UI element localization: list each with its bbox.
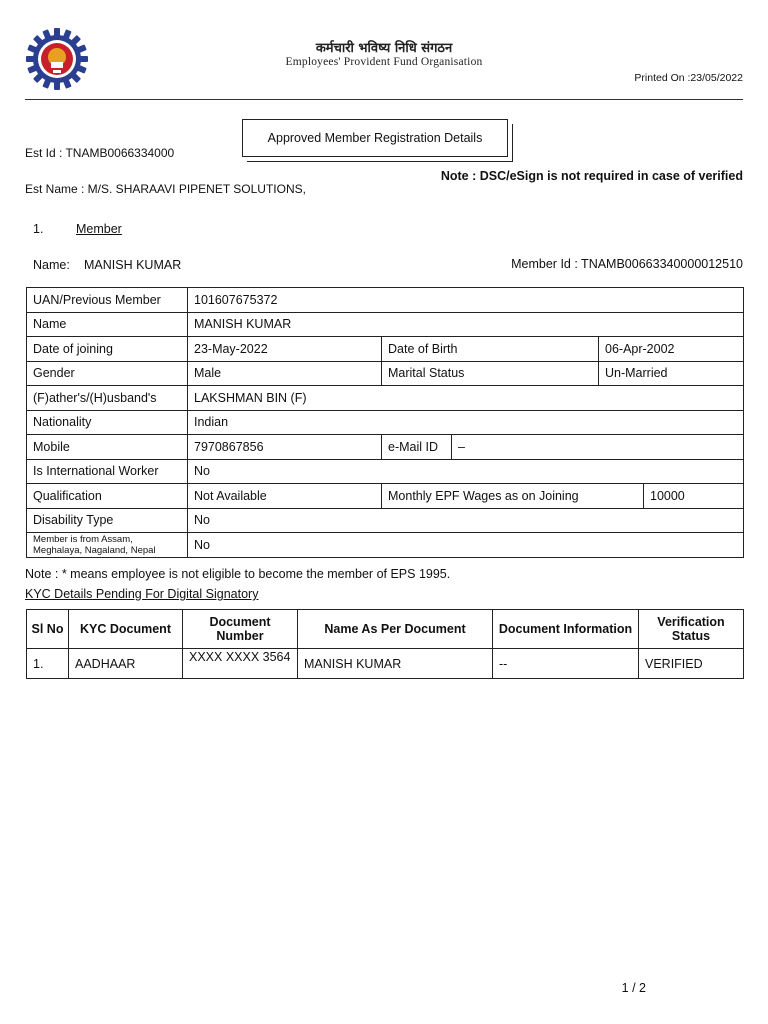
table-row bbox=[27, 312, 744, 337]
email-value: – bbox=[452, 435, 744, 460]
mobile-label: Mobile bbox=[27, 435, 188, 460]
disability-label: Disability Type bbox=[27, 508, 188, 533]
table-row bbox=[27, 337, 744, 362]
name-value: MANISH KUMAR bbox=[188, 312, 744, 337]
gender-label: Gender bbox=[27, 361, 188, 386]
qualification-value: Not Available bbox=[188, 484, 382, 509]
est-id: Est Id : TNAMB0066334000 bbox=[25, 146, 175, 160]
marital-status-value: Un-Married bbox=[599, 361, 744, 386]
kyc-document-information: -- bbox=[493, 649, 639, 679]
doj-label: Date of joining bbox=[27, 337, 188, 362]
table-row bbox=[27, 435, 744, 460]
eps-note: Note : * means employee is not eligible to become the member of EPS 1995. bbox=[25, 567, 451, 581]
col-header-name-as-per-document: Name As Per Document bbox=[298, 610, 493, 649]
name-label: Name bbox=[27, 312, 188, 337]
disability-value: No bbox=[188, 508, 744, 533]
table-row bbox=[27, 533, 744, 558]
kyc-details-table bbox=[26, 609, 744, 679]
region-label: Member is from Assam, Meghalaya, Nagaland, Nepal bbox=[27, 533, 188, 558]
wages-label: Monthly EPF Wages as on Joining bbox=[382, 484, 644, 509]
uan-value: 101607675372 bbox=[188, 288, 744, 313]
member-name-label: Name: bbox=[33, 258, 70, 272]
region-value: No bbox=[188, 533, 744, 558]
col-header-sl-no: Sl No bbox=[27, 610, 69, 649]
mobile-value: 7970867856 bbox=[188, 435, 382, 460]
kyc-heading: KYC Details Pending For Digital Signatory bbox=[25, 587, 259, 601]
document-title-text: Approved Member Registration Details bbox=[267, 131, 483, 145]
table-row bbox=[27, 288, 744, 313]
member-name-value: MANISH KUMAR bbox=[84, 258, 182, 272]
father-husband-value: LAKSHMAN BIN (F) bbox=[188, 386, 744, 411]
table-row bbox=[27, 649, 744, 679]
header-divider bbox=[25, 99, 743, 100]
printed-on-date: Printed On :23/05/2022 bbox=[634, 72, 743, 84]
table-row bbox=[27, 386, 744, 411]
kyc-sl-no: 1. bbox=[27, 649, 69, 679]
marital-status-label: Marital Status bbox=[382, 361, 599, 386]
international-worker-label: Is International Worker bbox=[27, 459, 188, 484]
dsc-note: Note : DSC/eSign is not required in case of verified bbox=[440, 169, 743, 183]
father-husband-label: (F)ather's/(H)usband's bbox=[27, 386, 188, 411]
member-details-table bbox=[26, 287, 744, 558]
dob-value: 06-Apr-2002 bbox=[599, 337, 744, 362]
col-header-kyc-document: KYC Document bbox=[69, 610, 183, 649]
kyc-document: AADHAAR bbox=[69, 649, 183, 679]
table-row bbox=[27, 361, 744, 386]
page-number: 1 / 2 bbox=[621, 981, 646, 995]
section-label: Member bbox=[76, 222, 122, 236]
table-row bbox=[27, 459, 744, 484]
wages-value: 10000 bbox=[644, 484, 744, 509]
org-name-english: Employees' Provident Fund Organisation bbox=[285, 56, 483, 68]
kyc-name-as-per-document: MANISH KUMAR bbox=[298, 649, 493, 679]
section-number: 1. bbox=[33, 222, 44, 236]
document-title bbox=[242, 119, 508, 157]
kyc-verification-status: VERIFIED bbox=[639, 649, 744, 679]
uan-label: UAN/Previous Member bbox=[27, 288, 188, 313]
qualification-label: Qualification bbox=[27, 484, 188, 509]
member-id: Member Id : TNAMB00663340000012510 bbox=[511, 257, 743, 271]
gender-value: Male bbox=[188, 361, 382, 386]
email-label: e-Mail ID bbox=[382, 435, 452, 460]
doj-value: 23-May-2022 bbox=[188, 337, 382, 362]
nationality-value: Indian bbox=[188, 410, 744, 435]
table-row bbox=[27, 508, 744, 533]
dob-label: Date of Birth bbox=[382, 337, 599, 362]
col-header-document-information: Document Information bbox=[493, 610, 639, 649]
nationality-label: Nationality bbox=[27, 410, 188, 435]
org-name-hindi: कर्मचारी भविष्य निधि संगठन bbox=[315, 41, 453, 56]
col-header-verification-status: Verification Status bbox=[639, 610, 744, 649]
international-worker-value: No bbox=[188, 459, 744, 484]
kyc-header-row bbox=[27, 610, 744, 649]
est-name: Est Name : M/S. SHARAAVI PIPENET SOLUTIONS, bbox=[25, 182, 306, 196]
table-row bbox=[27, 410, 744, 435]
col-header-document-number: Document Number bbox=[183, 610, 298, 649]
kyc-document-number: XXXX XXXX 3564 bbox=[183, 649, 298, 679]
table-row bbox=[27, 484, 744, 509]
